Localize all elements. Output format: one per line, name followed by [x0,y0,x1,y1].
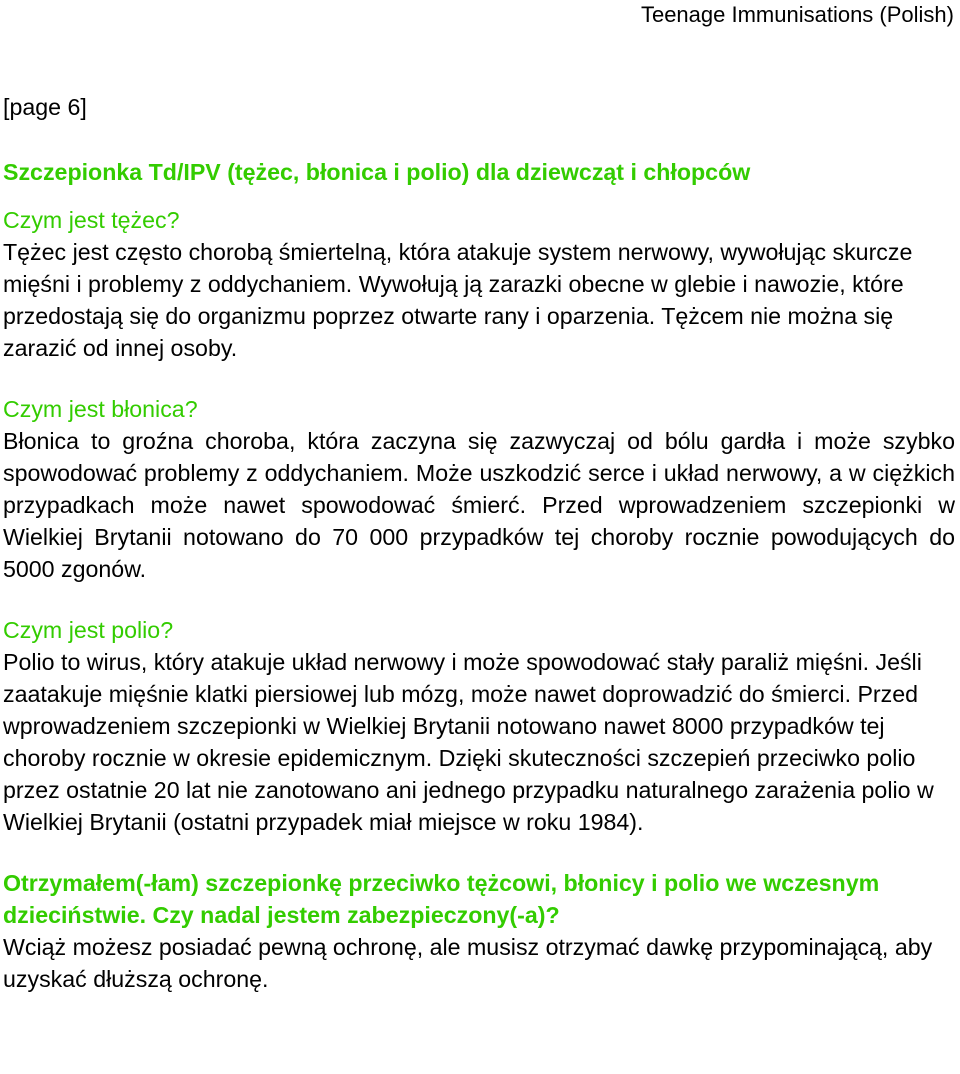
section-heading-tetanus: Czym jest tężec? [3,207,180,233]
document-title: Szczepionka Td/IPV (tężec, błonica i polio) dla dziewcząt i chłopców [3,159,751,185]
section-heading-polio: Czym jest polio? [3,617,174,643]
section-text-childhood-vaccination: Wciąż możesz posiadać pewną ochronę, ale musisz otrzymać dawkę przypominającą, aby uzyskać dłuższą ochronę. [3,934,933,992]
page-marker: [page 6] [3,94,87,120]
section-tetanus [3,204,955,364]
section-polio [3,614,955,838]
section-heading-diphtheria: Czym jest błonica? [3,396,198,422]
section-text-polio: Polio to wirus, który atakuje układ nerwowy i może spowodować stały paraliż mięśni. Jeśli zaatakuje mięśnie klatki piersiowej lub mózg, może nawet doprowadzić do śmierci. Przed wprowadzeniem szczepionki w Wielkiej Brytanii notowano nawet 8000 przypadków tej choroby rocznie w okresie epidemicznym. Dzięki skuteczności szczepień przeciwko polio przez ostatnie 20 lat nie zanotowano ani jednego przypadku naturalnego zarażenia polio w Wielkiej Brytanii (ostatni przypadek miał miejsce w roku 1984). [3,649,934,835]
section-text-tetanus: Tężec jest często chorobą śmiertelną, która atakuje system nerwowy, wywołując skurcze mięśni i problemy z oddychaniem. Wywołują ją zarazki obecne w glebie i nawozie, które przedostają się do organizmu poprzez otwarte rany i oparzenia. Tężcem nie można się zarazić od innej osoby. [3,239,913,361]
section-childhood-vaccination [3,867,955,995]
section-text-diphtheria: Błonica to groźna choroba, która zaczyna się zazwyczaj od bólu gardła i może szybko spowodować problemy z oddychaniem. Może uszkodzić serce i układ nerwowy, a w ciężkich przypadkach może nawet spowodować śmierć. Przed wprowadzeniem szczepionki w Wielkiej Brytanii notowano do 70 000 przypadków tej choroby rocznie powodujących do 5000 zgonów. [3,428,955,582]
section-heading-childhood-vaccination: Otrzymałem(-łam) szczepionkę przeciwko tężcowi, błonicy i polio we wczesnym dzieciństwie. Czy nadal jestem zabezpieczony(-a)? [3,870,880,928]
section-diphtheria [3,393,955,585]
document-body [3,91,955,995]
running-header: Teenage Immunisations (Polish) [640,2,954,27]
